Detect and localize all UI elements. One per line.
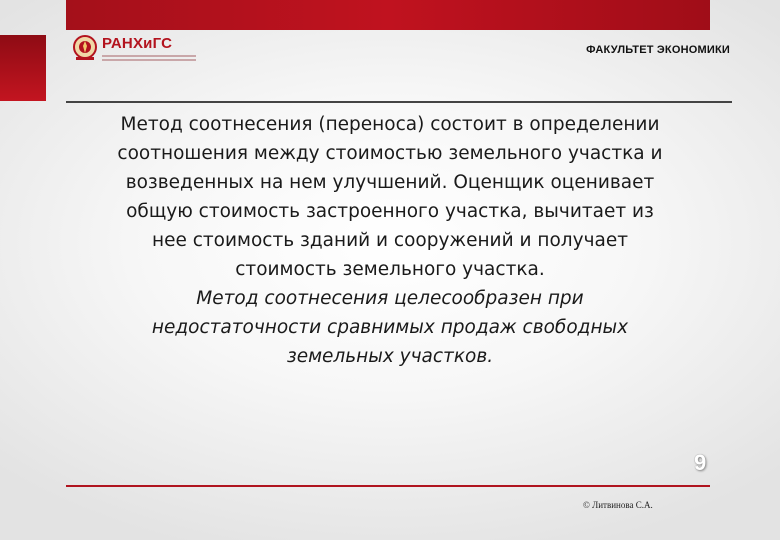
header-divider bbox=[66, 101, 732, 103]
logo-text-block bbox=[102, 36, 196, 61]
body-italic-paragraph: Метод соотнесения целесообразен при недостаточности сравнимых продаж свободных земельных участков. bbox=[151, 288, 629, 367]
left-decorative-block bbox=[0, 35, 46, 101]
faculty-title: ФАКУЛЬТЕТ ЭКОНОМИКИ bbox=[586, 44, 730, 56]
slide-number: 9 bbox=[694, 450, 707, 475]
footer-divider bbox=[66, 485, 710, 487]
ranepa-logo bbox=[72, 34, 196, 62]
ranepa-emblem-icon bbox=[72, 34, 98, 62]
logo-subtitle-lines bbox=[102, 53, 196, 61]
logo-name: РАНХиГС bbox=[102, 34, 173, 52]
top-decorative-bar bbox=[66, 0, 710, 30]
copyright-notice: © Литвинова С.А. bbox=[583, 500, 653, 510]
slide-body bbox=[110, 110, 670, 371]
body-paragraph: Метод соотнесения (переноса) состоит в определении соотношения между стоимостью земельного участка и возведенных на нем улучшений. Оценщик оценивает общую стоимость застроенного участка, вычитает из нее стоимость зданий и сооружений и получает стоимость земельного участка. bbox=[117, 114, 663, 280]
